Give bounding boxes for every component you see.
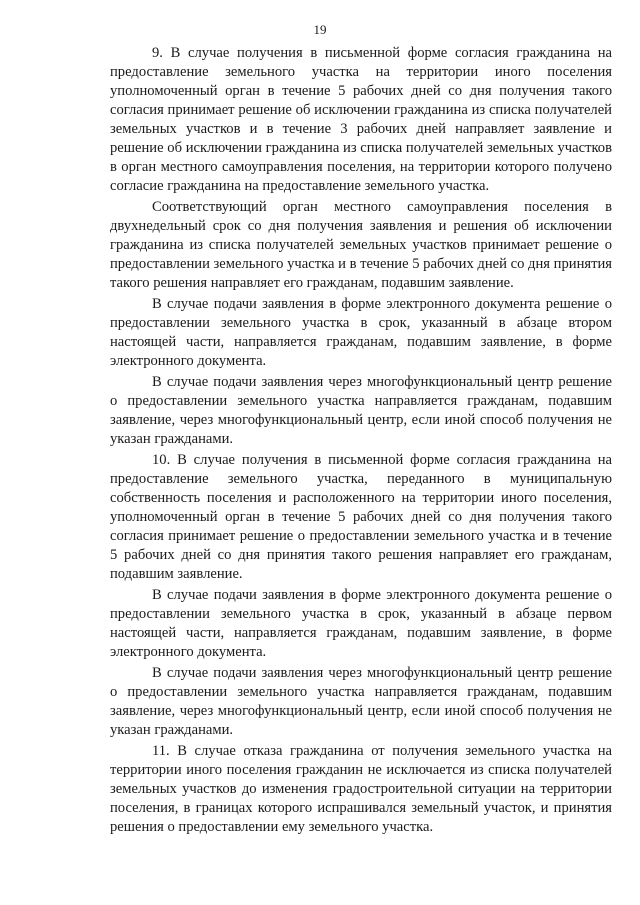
paragraph-11: 11. В случае отказа гражданина от получения земельного участка на территории иного поселения гражданин не исключается из списка получателей земельных участков до изменения градостроительной ситуации на территории поселения, в границах которого испрашивался земельный участок, и принятия решения о предоставлении ему земельного участка. xyxy=(110,743,612,835)
page-number: 19 xyxy=(313,22,327,37)
paragraph-10-mfc: В случае подачи заявления через многофункциональный центр решение о предоставлении земельного участка направляется гражданам, подавшим заявление, через многофункциональный центр, если иной способ получения не указан гражданами. xyxy=(110,665,612,738)
paragraph-9-electronic: В случае подачи заявления в форме электронного документа решение о предоставлении земельного участка в срок, указанный в абзаце втором настоящей части, направляется гражданам, подавшим заявление, в форме электронного документа. xyxy=(110,296,612,369)
paragraph-9-municipal-body: Соответствующий орган местного самоуправления поселения в двухнедельный срок со дня получения заявления и решения об исключении гражданина из списка получателей земельных участков принимает решение о предоставлении земельного участка и в течение 5 рабочих дней со дня принятия такого решения направляет его гражданам, подавшим заявление. xyxy=(110,199,612,291)
document-body xyxy=(110,44,612,839)
paragraph-9-mfc: В случае подачи заявления через многофункциональный центр решение о предоставлении земельного участка направляется гражданам, подавшим заявление, через многофункциональный центр, если иной способ получения не указан гражданами. xyxy=(110,374,612,447)
paragraph-10: 10. В случае получения в письменной форме согласия гражданина на предоставление земельного участка, переданного в муниципальную собственность поселения и расположенного на территории иного поселения, уполномоченный орган в течение 5 рабочих дней со дня получения такого согласия принимает решение о предоставлении земельного участка и в течение 5 рабочих дней со дня принятия такого решения направляет его гражданам, подавшим заявление. xyxy=(110,452,612,582)
paragraph-10-electronic: В случае подачи заявления в форме электронного документа решение о предоставлении земельного участка в срок, указанный в абзаце первом настоящей части, направляется гражданам, подавшим заявление, в форме электронного документа. xyxy=(110,587,612,660)
paragraph-9: 9. В случае получения в письменной форме согласия гражданина на предоставление земельного участка на территории иного поселения уполномоченный орган в течение 5 рабочих дней со дня получения такого согласия принимает решение об исключении гражданина из списка получателей земельных участков и в течение 3 рабочих дней направляет заявление и решение об исключении гражданина из списка получателей земельных участков в орган местного самоуправления поселения, на территории которого получено согласие гражданина на предоставление земельного участка. xyxy=(110,45,612,194)
